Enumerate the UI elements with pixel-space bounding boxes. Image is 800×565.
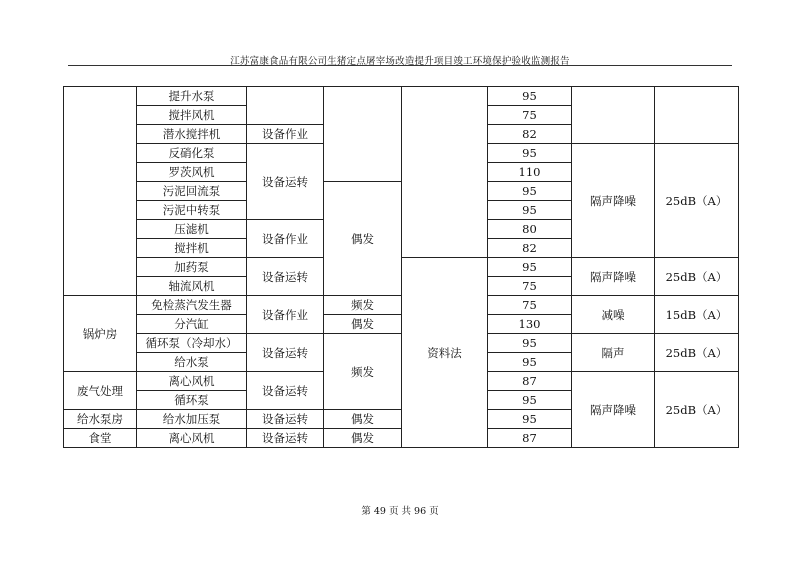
value-cell: 95 bbox=[488, 391, 572, 410]
value-cell: 80 bbox=[488, 220, 572, 239]
value-cell: 95 bbox=[488, 258, 572, 277]
value-cell: 82 bbox=[488, 125, 572, 144]
table-row bbox=[64, 296, 739, 315]
equipment-cell: 循环泵（冷却水） bbox=[137, 334, 247, 353]
method-cell: 资料法 bbox=[402, 258, 488, 448]
location-cell: 锅炉房 bbox=[64, 296, 137, 372]
equipment-cell: 离心风机 bbox=[137, 429, 247, 448]
value-cell: 95 bbox=[488, 144, 572, 163]
frequency-cell: 偶发 bbox=[324, 429, 402, 448]
value-cell: 75 bbox=[488, 277, 572, 296]
reduction-cell: 25dB（A） bbox=[655, 144, 739, 258]
equipment-cell: 搅拌风机 bbox=[137, 106, 247, 125]
frequency-cell: 频发 bbox=[324, 334, 402, 410]
page-number: 第 49 页 共 96 页 bbox=[361, 506, 439, 517]
equipment-cell: 免检蒸汽发生器 bbox=[137, 296, 247, 315]
report-header: 江苏富康食品有限公司生猪定点屠宰场改造提升项目竣工环境保护验收监测报告 bbox=[230, 56, 570, 67]
mode-cell: 设备作业 bbox=[247, 125, 324, 144]
value-cell: 95 bbox=[488, 87, 572, 106]
measure-cell: 隔声降噪 bbox=[572, 372, 655, 448]
mode-cell: 设备运转 bbox=[247, 429, 324, 448]
mode-cell: 设备运转 bbox=[247, 410, 324, 429]
reduction-cell-blank bbox=[655, 87, 739, 144]
location-cell: 给水泵房 bbox=[64, 410, 137, 429]
frequency-cell-blank bbox=[324, 87, 402, 182]
mode-cell: 设备作业 bbox=[247, 220, 324, 258]
value-cell: 87 bbox=[488, 429, 572, 448]
equipment-cell: 加药泵 bbox=[137, 258, 247, 277]
value-cell: 95 bbox=[488, 334, 572, 353]
value-cell: 75 bbox=[488, 106, 572, 125]
equipment-cell: 给水加压泵 bbox=[137, 410, 247, 429]
reduction-cell: 25dB（A） bbox=[655, 334, 739, 372]
equipment-cell: 污泥中转泵 bbox=[137, 201, 247, 220]
reduction-cell: 15dB（A） bbox=[655, 296, 739, 334]
location-cell-blank bbox=[64, 87, 137, 296]
value-cell: 87 bbox=[488, 372, 572, 391]
equipment-cell: 搅拌机 bbox=[137, 239, 247, 258]
value-cell: 95 bbox=[488, 201, 572, 220]
equipment-cell: 污泥回流泵 bbox=[137, 182, 247, 201]
mode-cell: 设备作业 bbox=[247, 296, 324, 334]
equipment-cell: 轴流风机 bbox=[137, 277, 247, 296]
frequency-cell: 偶发 bbox=[324, 315, 402, 334]
frequency-cell: 偶发 bbox=[324, 410, 402, 429]
equipment-cell: 潜水搅拌机 bbox=[137, 125, 247, 144]
frequency-cell: 频发 bbox=[324, 296, 402, 315]
noise-source-table bbox=[63, 86, 739, 448]
measure-cell: 隔声降噪 bbox=[572, 144, 655, 258]
mode-cell: 设备运转 bbox=[247, 258, 324, 296]
location-cell: 食堂 bbox=[64, 429, 137, 448]
value-cell: 82 bbox=[488, 239, 572, 258]
frequency-cell: 偶发 bbox=[324, 182, 402, 296]
mode-cell: 设备运转 bbox=[247, 372, 324, 410]
equipment-cell: 循环泵 bbox=[137, 391, 247, 410]
measure-cell: 减噪 bbox=[572, 296, 655, 334]
equipment-cell: 压滤机 bbox=[137, 220, 247, 239]
measure-cell-blank bbox=[572, 87, 655, 144]
table-row bbox=[64, 87, 739, 106]
equipment-cell: 分汽缸 bbox=[137, 315, 247, 334]
reduction-cell: 25dB（A） bbox=[655, 372, 739, 448]
value-cell: 95 bbox=[488, 182, 572, 201]
table-row bbox=[64, 334, 739, 353]
value-cell: 95 bbox=[488, 410, 572, 429]
value-cell: 130 bbox=[488, 315, 572, 334]
table-row bbox=[64, 258, 739, 277]
mode-cell: 设备运转 bbox=[247, 144, 324, 220]
equipment-cell: 离心风机 bbox=[137, 372, 247, 391]
measure-cell: 隔声 bbox=[572, 334, 655, 372]
equipment-cell: 反硝化泵 bbox=[137, 144, 247, 163]
header-divider bbox=[68, 65, 732, 66]
measure-cell: 隔声降噪 bbox=[572, 258, 655, 296]
equipment-cell: 罗茨风机 bbox=[137, 163, 247, 182]
mode-cell: 设备运转 bbox=[247, 334, 324, 372]
reduction-cell: 25dB（A） bbox=[655, 258, 739, 296]
mode-cell-blank bbox=[247, 87, 324, 125]
location-cell: 废气处理 bbox=[64, 372, 137, 410]
value-cell: 110 bbox=[488, 163, 572, 182]
value-cell: 75 bbox=[488, 296, 572, 315]
equipment-cell: 提升水泵 bbox=[137, 87, 247, 106]
equipment-cell: 给水泵 bbox=[137, 353, 247, 372]
method-cell-blank bbox=[402, 87, 488, 258]
value-cell: 95 bbox=[488, 353, 572, 372]
